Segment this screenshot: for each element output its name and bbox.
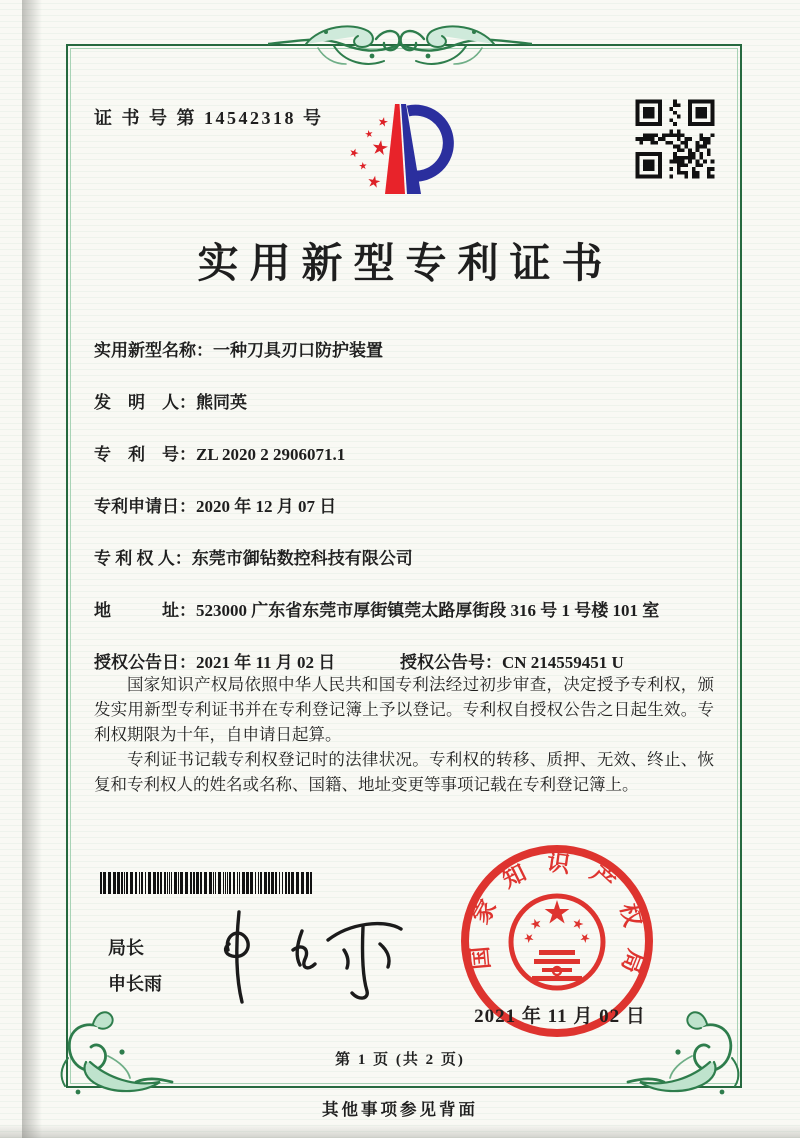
field-label: 专 利 号： [94, 445, 196, 464]
field-label: 专 利 权 人： [94, 549, 192, 568]
legal-paragraphs [94, 672, 714, 797]
field-label: 专利申请日： [94, 497, 196, 516]
grant-date-stamp: 2021 年 11 月 02 日 [474, 1006, 646, 1027]
field-label: 授权公告号： [400, 653, 502, 672]
seal-ring-text: 国家知识产权局 [465, 849, 650, 995]
national-emblem [511, 896, 603, 988]
page-edge-shadow [22, 0, 42, 1138]
cnipa-logo-icon [338, 90, 476, 218]
field-label: 授权公告日： [94, 653, 196, 672]
signer-block [108, 930, 162, 1002]
field-value: 2021 年 11 月 02 日 [196, 653, 336, 672]
signer-name: 申长雨 [108, 974, 162, 994]
field-row-inventor [94, 390, 718, 416]
field-value: CN 214559451 U [502, 653, 624, 672]
field-row-address [94, 598, 718, 624]
field-row-patentee [94, 546, 718, 572]
page-indicator: 第 1 页 (共 2 页) [335, 1052, 465, 1068]
field-value: 2020 年 12 月 07 日 [196, 497, 337, 516]
back-side-note: 其他事项参见背面 [322, 1100, 478, 1119]
field-row-patent-no [94, 442, 718, 468]
field-label: 地 址： [94, 601, 196, 620]
field-value: 一种刀具刃口防护装置 [213, 341, 383, 360]
signature-icon [198, 898, 413, 1016]
field-value: 东莞市御钻数控科技有限公司 [191, 549, 413, 568]
certificate-fields [94, 338, 718, 676]
certificate-number: 证 书 号 第 14542318 号 [94, 108, 324, 128]
top-flourish-ornament [268, 14, 532, 86]
field-value: ZL 2020 2 2906071.1 [196, 445, 346, 464]
field-label: 实用新型名称： [94, 341, 213, 360]
field-value: 523000 广东省东莞市厚街镇莞太路厚街段 316 号 1 号楼 101 室 [196, 601, 660, 620]
field-label: 发 明 人： [94, 393, 196, 412]
legal-paragraph: 专利证书记载专利权登记时的法律状况。专利权的转移、质押、无效、终止、恢复和专利权人的姓名或名称、国籍、地址变更等事项记载在专利登记簿上。 [94, 750, 714, 794]
qr-code-icon [628, 92, 722, 186]
field-row-filing-date [94, 494, 718, 520]
barcode-icon [100, 872, 312, 894]
signer-title: 局长 [108, 938, 144, 958]
legal-paragraph: 国家知识产权局依照中华人民共和国专利法经过初步审查，决定授予专利权，颁发实用新型专利证书并在专利登记簿上予以登记。专利权自授权公告之日起生效。专利权期限为十年，自申请日起算。 [94, 675, 714, 744]
certificate-title: 实用新型专利证书 [197, 240, 614, 286]
field-row-name [94, 338, 718, 364]
field-value: 熊同英 [196, 393, 247, 412]
